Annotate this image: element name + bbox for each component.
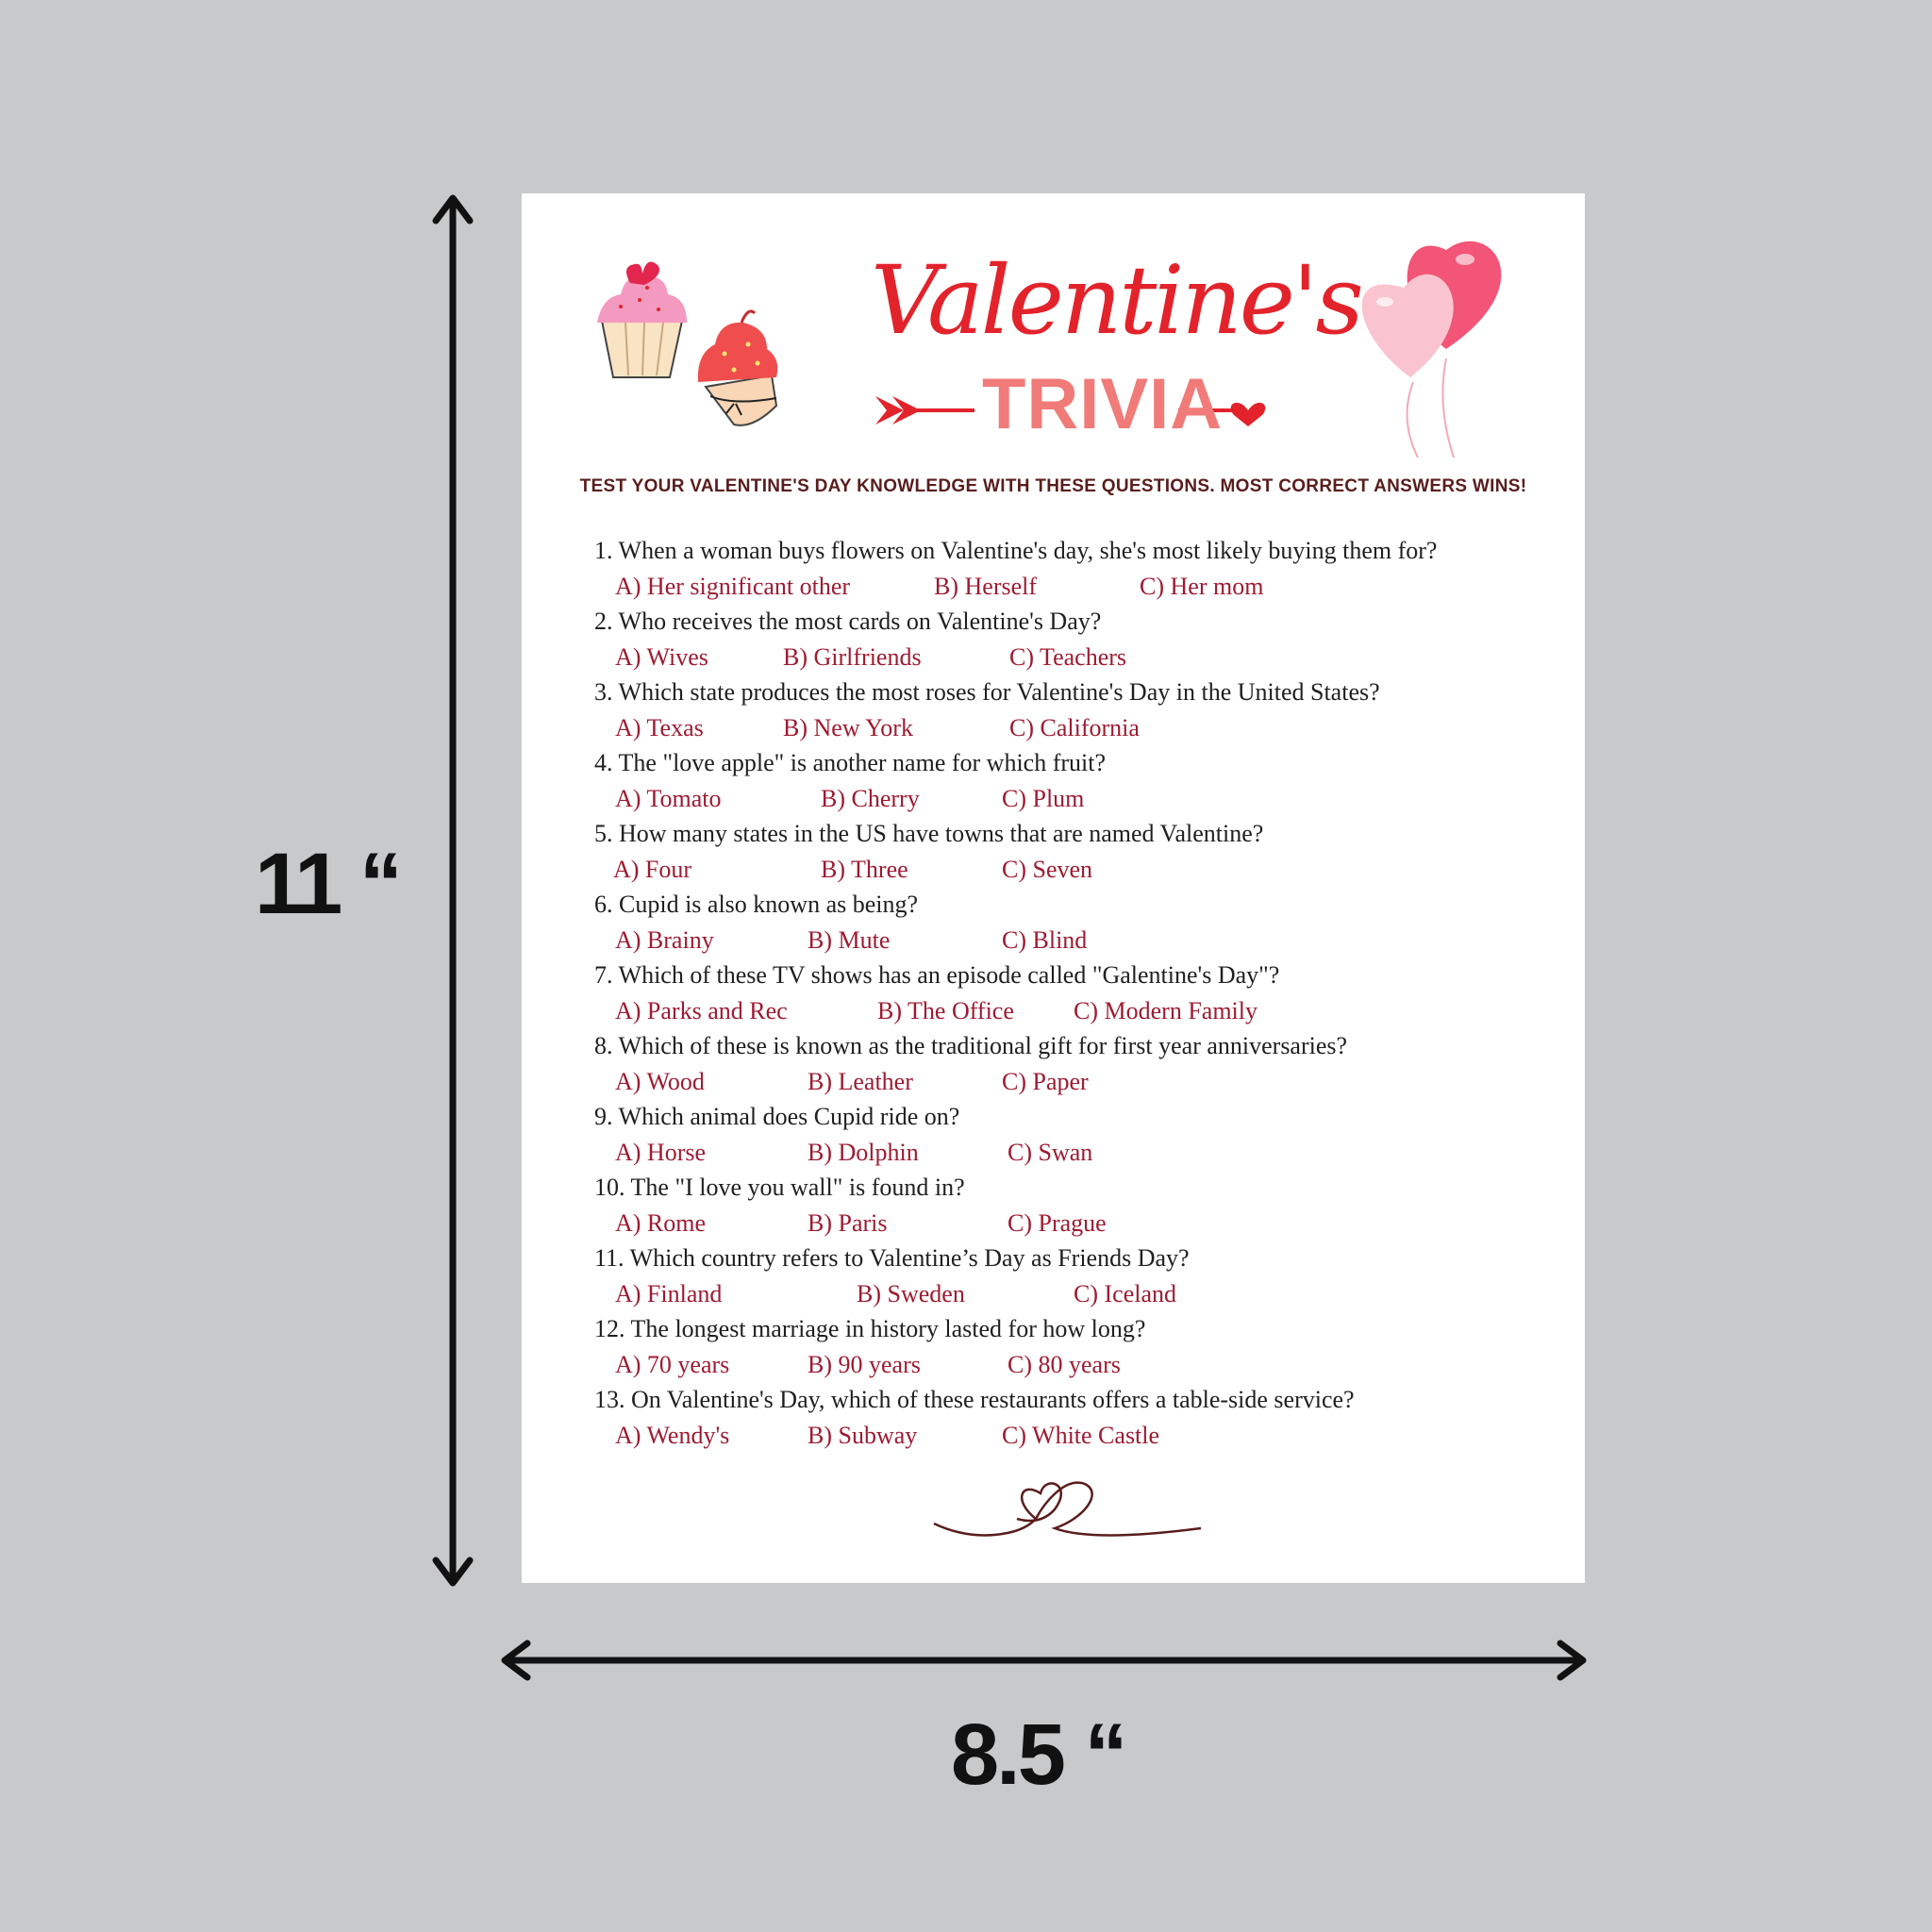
answer-option: B) The Office <box>877 996 1014 1024</box>
answer-options <box>594 1135 1547 1171</box>
answer-option: C) Teachers <box>1009 642 1127 671</box>
title-trivia: TRIVIA <box>974 363 1178 445</box>
answer-options <box>594 852 1547 888</box>
answer-option: B) Sweden <box>857 1279 965 1307</box>
question-text: 2. Who receives the most cards on Valentine's Day? <box>594 608 1102 635</box>
answer-options <box>594 1064 1547 1100</box>
answer-option: B) Herself <box>934 572 1038 600</box>
answer-option: A) Her significant other <box>615 572 851 600</box>
answer-option: B) Girlfriends <box>783 642 922 671</box>
answer-option: C) Swan <box>1008 1138 1093 1166</box>
answer-option: C) Her mom <box>1140 572 1264 600</box>
answer-option: A) Horse <box>615 1138 707 1166</box>
question-text: 1. When a woman buys flowers on Valentine's day, she's most likely buying them for? <box>594 537 1438 564</box>
answer-option: C) Plum <box>1002 784 1085 812</box>
answer-option: B) 90 years <box>808 1350 921 1378</box>
width-dimension-arrow-line <box>495 1632 1594 1689</box>
answer-option: A) Parks and Rec <box>615 996 788 1024</box>
answer-option: C) Iceland <box>1074 1279 1177 1307</box>
width-label: 8.5 “ <box>951 1707 1125 1803</box>
question-text: 10. The "I love you wall" is found in? <box>594 1174 965 1201</box>
cupcake-icon <box>592 255 800 443</box>
answer-option: A) Wendy's <box>615 1421 730 1449</box>
question-text: 9. Which animal does Cupid ride on? <box>594 1103 960 1130</box>
subtitle: TEST YOUR VALENTINE'S DAY KNOWLEDGE WITH THESE QUESTIONS. MOST CORRECT ANSWERS WINS! <box>579 476 1527 496</box>
answer-option: A) Wood <box>615 1067 705 1095</box>
question-text: 3. Which state produces the most roses for Valentine's Day in the United States? <box>594 678 1380 706</box>
answer-options <box>594 781 1547 817</box>
answer-option: C) 80 years <box>1008 1350 1121 1378</box>
question-text: 7. Which of these TV shows has an episode called "Galentine's Day"? <box>594 961 1280 989</box>
answer-option: C) White Castle <box>1002 1421 1160 1449</box>
question-text: 6. Cupid is also known as being? <box>594 891 919 918</box>
answer-options <box>594 640 1547 675</box>
answer-option: C) Seven <box>1002 855 1093 883</box>
answer-option: A) Tomato <box>615 784 722 812</box>
answer-option: B) New York <box>783 713 913 741</box>
question-text: 11. Which country refers to Valentine’s Day as Friends Day? <box>594 1244 1190 1272</box>
answer-option: A) Rome <box>615 1208 707 1237</box>
question-text: 13. On Valentine's Day, which of these restaurants offers a table-side service? <box>594 1386 1355 1413</box>
answer-options <box>594 923 1547 958</box>
answer-options <box>594 1347 1547 1383</box>
answer-option: B) Paris <box>808 1208 888 1237</box>
question-text: 4. The "love apple" is another name for which fruit? <box>594 749 1107 776</box>
answer-options <box>594 710 1547 746</box>
answer-option: B) Leather <box>808 1067 913 1095</box>
answer-option: A) 70 years <box>615 1350 730 1378</box>
answer-options <box>594 569 1547 605</box>
title-script: Valentine's <box>871 245 1361 356</box>
answer-option: C) Modern Family <box>1074 996 1257 1024</box>
answer-options <box>594 993 1547 1029</box>
answer-option: B) Subway <box>808 1421 918 1449</box>
answer-options <box>594 1206 1547 1241</box>
height-dimension-arrow <box>425 189 481 1594</box>
answer-option: B) Three <box>821 855 908 883</box>
trivia-sheet <box>522 193 1585 1583</box>
question-text: 5. How many states in the US have towns that are named Valentine? <box>594 820 1264 847</box>
answer-option: A) Texas <box>615 713 704 741</box>
answer-options <box>594 1276 1547 1312</box>
answer-option: B) Cherry <box>821 784 920 812</box>
heart-flourish-icon <box>932 1467 1206 1552</box>
question-text: 8. Which of these is known as the traditional gift for first year anniversaries? <box>594 1032 1348 1059</box>
answer-option: B) Dolphin <box>808 1138 919 1166</box>
answer-option: A) Four <box>613 855 692 883</box>
answer-option: C) Prague <box>1008 1208 1107 1237</box>
question-list <box>594 533 1547 1453</box>
answer-option: C) California <box>1009 713 1140 741</box>
heart-balloon-icon <box>1324 217 1531 462</box>
height-label: 11 “ <box>255 836 399 932</box>
question-text: 12. The longest marriage in history lasted for how long? <box>594 1315 1146 1342</box>
answer-option: C) Blind <box>1002 925 1088 954</box>
answer-option: C) Paper <box>1002 1067 1089 1095</box>
answer-option: B) Mute <box>808 925 891 954</box>
answer-option: A) Finland <box>615 1279 723 1307</box>
answer-options <box>594 1418 1547 1454</box>
answer-option: A) Brainy <box>615 925 714 954</box>
answer-option: A) Wives <box>615 642 708 671</box>
